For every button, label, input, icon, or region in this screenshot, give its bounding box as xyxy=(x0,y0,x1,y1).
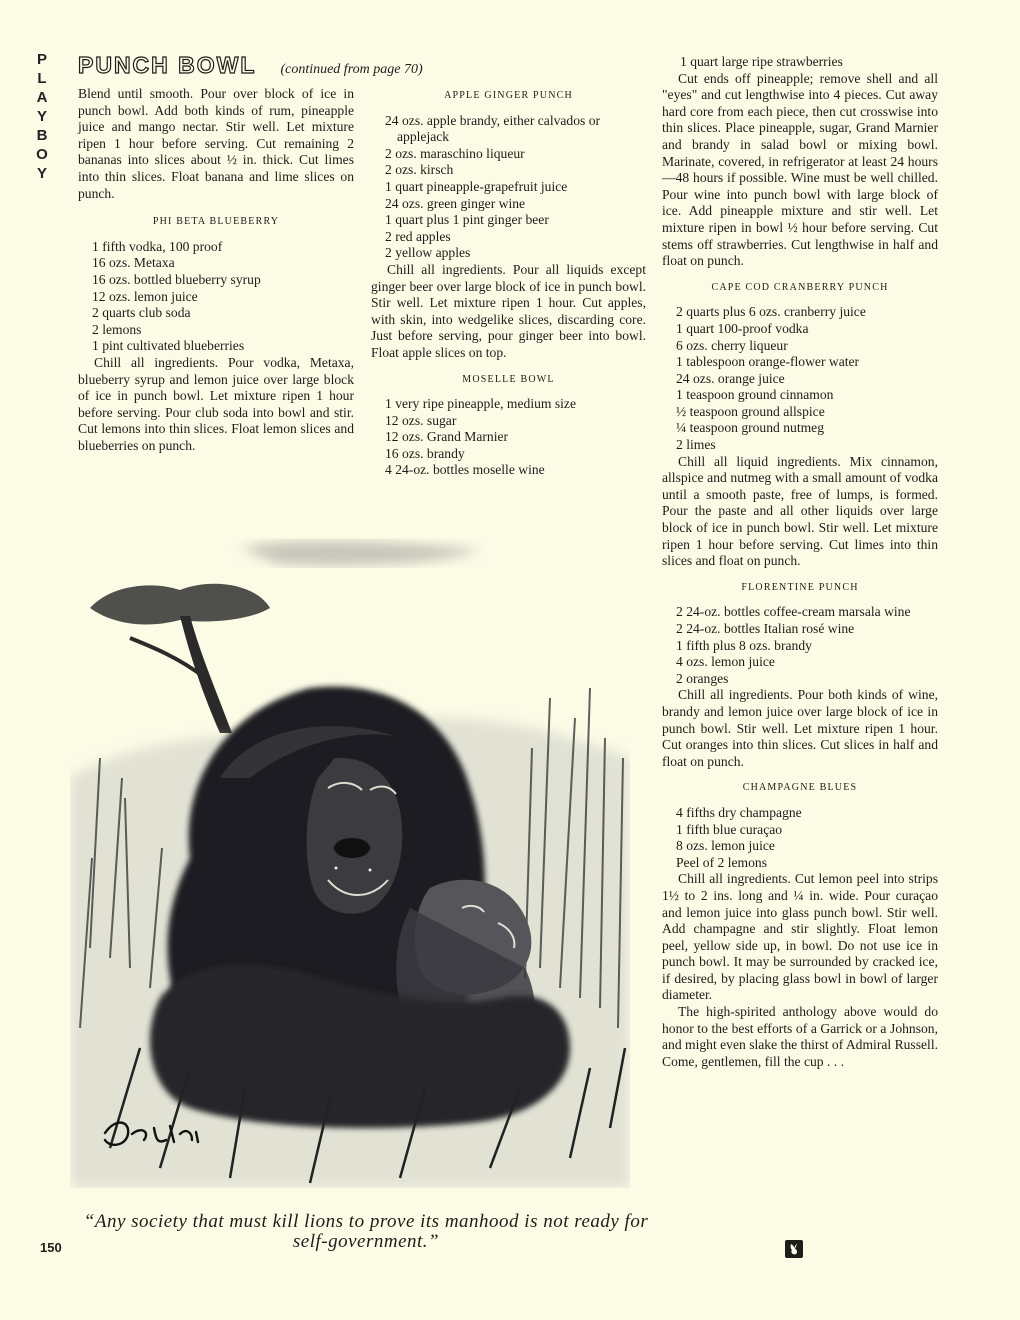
page-number: 150 xyxy=(40,1240,62,1255)
ingredient-item: 4 ozs. lemon juice xyxy=(676,654,775,670)
ingredient-item: 2 24-oz. bottles coffee-cream marsala wine xyxy=(676,604,911,620)
magazine-name-letter: Y xyxy=(36,108,47,125)
ingredient-item: 1 very ripe pineapple, medium size xyxy=(385,396,577,412)
magazine-name-letter: P xyxy=(36,51,47,68)
ingredient-item: 1 fifth plus 8 ozs. brandy xyxy=(676,637,812,653)
acacia-tree xyxy=(90,584,270,733)
ingredient-list xyxy=(371,396,646,479)
ingredient-list xyxy=(371,113,646,262)
ingredient-item: 4 24-oz. bottles moselle wine xyxy=(385,462,545,478)
lion-illustration xyxy=(70,528,630,1188)
magazine-name-letter: Y xyxy=(36,165,47,182)
ingredient-item: 2 ozs. maraschino liqueur xyxy=(385,145,525,161)
ingredient-item: 2 red apples xyxy=(385,228,451,244)
ingredient-list xyxy=(662,604,938,687)
ingredient-item: 16 ozs. Metaxa xyxy=(92,255,175,271)
ingredient-item: 2 quarts club soda xyxy=(92,305,191,321)
magazine-name-letter: B xyxy=(36,127,48,144)
ingredient-list xyxy=(662,805,938,871)
column-3 xyxy=(662,54,938,1070)
ingredient-item: 4 fifths dry champagne xyxy=(676,804,802,820)
ingredient-item: 16 ozs. bottled blueberry syrup xyxy=(92,271,261,287)
ingredient-item: 1 quart large ripe strawberries xyxy=(680,54,843,69)
ingredient-item: 24 ozs. apple brandy, either calvados or applejack xyxy=(385,112,601,145)
ingredient-item: 1 fifth vodka, 100 proof xyxy=(92,238,223,254)
ingredient-item: 24 ozs. orange juice xyxy=(676,370,785,386)
ingredient-item: 1 quart plus 1 pint ginger beer xyxy=(385,212,549,228)
intro-paragraph: Blend until smooth. Pour over block of ice in punch bowl. Add both kinds of rum, pineapple juice and mango nectar. Stir well. Let mixture ripen 1 hour before serving. Cut remaining 2 bananas into slices about ½ in. thick. Cut limes into thin slices. Float banana and lime slices on punch. xyxy=(78,86,354,201)
ingredient-item: ¼ teaspoon ground nutmeg xyxy=(676,420,824,436)
ingredient-item: ½ teaspoon ground allspice xyxy=(676,403,825,419)
magazine-name-vertical xyxy=(30,50,54,183)
ingredient-list xyxy=(662,54,938,71)
recipe-directions: Chill all ingredients. Cut lemon peel into strips 1½ to 2 ins. long and ¼ in. wide. Pour curaçao and lemon juice into glass punch bowl. Stir well. Add champagne and stir slightly. Float lemon peel, yellow side up, in bowl. Do not use ice in punch bowl. It may be surrounded by cracked ice, if desired, by placing glass bowl in bowl of larger diameter. xyxy=(662,871,938,1003)
ingredient-item: Peel of 2 lemons xyxy=(676,854,767,870)
ingredient-item: 1 fifth blue curaçao xyxy=(676,821,783,837)
ingredient-item: 2 quarts plus 6 ozs. cranberry juice xyxy=(676,304,866,320)
recipe-title: CAPE COD CRANBERRY PUNCH xyxy=(711,281,889,293)
recipe-directions: Cut ends off pineapple; remove shell and all "eyes" and cut lengthwise into 4 pieces. Cut away hard core from each piece, then cut crosswise into thin slices. Place pineapple, sugar, Grand Marnier and brandy in salad bowl or mixing bowl. Marinate, covered, in refrigerator at least 24 hours—48 hours if possible. Wine must be well chilled. Pour wine into punch bowl with large block of ice. Add pineapple mixture and stir well. Let mixture ripen in bowl ½ hour before serving. Cut stems off strawberries. Cut lengthwise in half and float on punch. xyxy=(662,70,938,269)
ingredient-item: 2 24-oz. bottles Italian rosé wine xyxy=(676,621,855,636)
illustration-caption: “Any society that must kill lions to prove its manhood is not ready for self-government.” xyxy=(83,1211,649,1252)
ingredient-item: 12 ozs. Grand Marnier xyxy=(385,429,509,445)
ingredient-item: 1 quart pineapple-grapefruit juice xyxy=(385,178,568,194)
ingredient-item: 2 yellow apples xyxy=(385,245,471,261)
magazine-name-letter: O xyxy=(36,146,48,163)
column-1 xyxy=(78,86,354,454)
ingredient-item: 6 ozs. cherry liqueur xyxy=(676,337,788,353)
ingredient-item: 2 oranges xyxy=(676,670,729,686)
ingredient-item: 2 ozs. kirsch xyxy=(385,162,454,178)
recipe-directions: Chill all liquid ingredients. Mix cinnamon, allspice and nutmeg with a small amount of vodka until a smooth paste, free of lumps, is formed. Pour the paste and all other liquids over large block of ice in punch bowl. Stir well. Let mixture ripen 1 hour before serving. Cut limes into thin slices and float on punch. xyxy=(662,453,938,569)
ingredient-item: 1 teaspoon ground cinnamon xyxy=(676,387,834,403)
recipe-title: CHAMPAGNE BLUES xyxy=(742,782,858,794)
ingredient-item: 1 pint cultivated blueberries xyxy=(92,338,245,354)
ingredient-item: 12 ozs. lemon juice xyxy=(92,288,198,304)
recipe-title: FLORENTINE PUNCH xyxy=(741,581,859,593)
ingredient-item: 2 limes xyxy=(676,437,716,453)
column-2 xyxy=(371,88,646,479)
recipe-directions: Chill all ingredients. Pour all liquids except ginger beer over large block of ice in punch bowl. Stir well. Let mixture ripen 1 hour. Cut apples, with skin, into wedgelike slices, discarding core. Just before serving, pour ginger beer into bowl. Float apple slices on top. xyxy=(371,261,646,360)
recipe-directions: Chill all ingredients. Pour both kinds of wine, brandy and lemon juice over large block of ice in punch bowl. Stir well. Let mixture ripen 1 hour. Cut oranges into thin slices. Cut slices in half and float on punch. xyxy=(662,687,938,769)
ingredient-item: 12 ozs. sugar xyxy=(385,412,457,428)
recipe-directions: Chill all ingredients. Pour vodka, Metaxa, blueberry syrup and lemon juice over large block of ice in punch bowl. Let mixture ripen 1 hour before serving. Pour club soda into bowl and stir. Cut lemons into thin slices. Float lemon slices and blueberries on punch. xyxy=(78,354,354,453)
ingredient-item: 1 quart 100-proof vodka xyxy=(676,320,809,336)
magazine-name-letter: A xyxy=(36,89,48,106)
ingredient-item: 2 lemons xyxy=(92,321,142,337)
continued-note: (continued from page 70) xyxy=(280,62,423,77)
closing-paragraph: The high-spirited anthology above would do honor to the best efforts of a Garrick or a Johnson, and might even slake the thirst of Admiral Russell. Come, gentlemen, fill the cup . . . xyxy=(662,1004,938,1069)
ingredient-list xyxy=(662,304,938,453)
article-title: PUNCH BOWL xyxy=(78,52,257,78)
rabbit-head-icon xyxy=(785,1240,803,1258)
ingredient-item: 16 ozs. brandy xyxy=(385,445,465,461)
recipe-title: MOSELLE BOWL xyxy=(462,373,555,385)
ingredient-list xyxy=(78,239,354,355)
ingredient-item: 8 ozs. lemon juice xyxy=(676,838,775,854)
recipe-title: APPLE GINGER PUNCH xyxy=(444,90,573,101)
ingredient-item: 24 ozs. green ginger wine xyxy=(385,195,526,211)
ingredient-item: 1 tablespoon orange-flower water xyxy=(676,354,860,370)
article-header xyxy=(78,52,423,80)
magazine-name-letter: L xyxy=(37,70,47,87)
recipe-title: PHI BETA BLUEBERRY xyxy=(152,216,280,228)
